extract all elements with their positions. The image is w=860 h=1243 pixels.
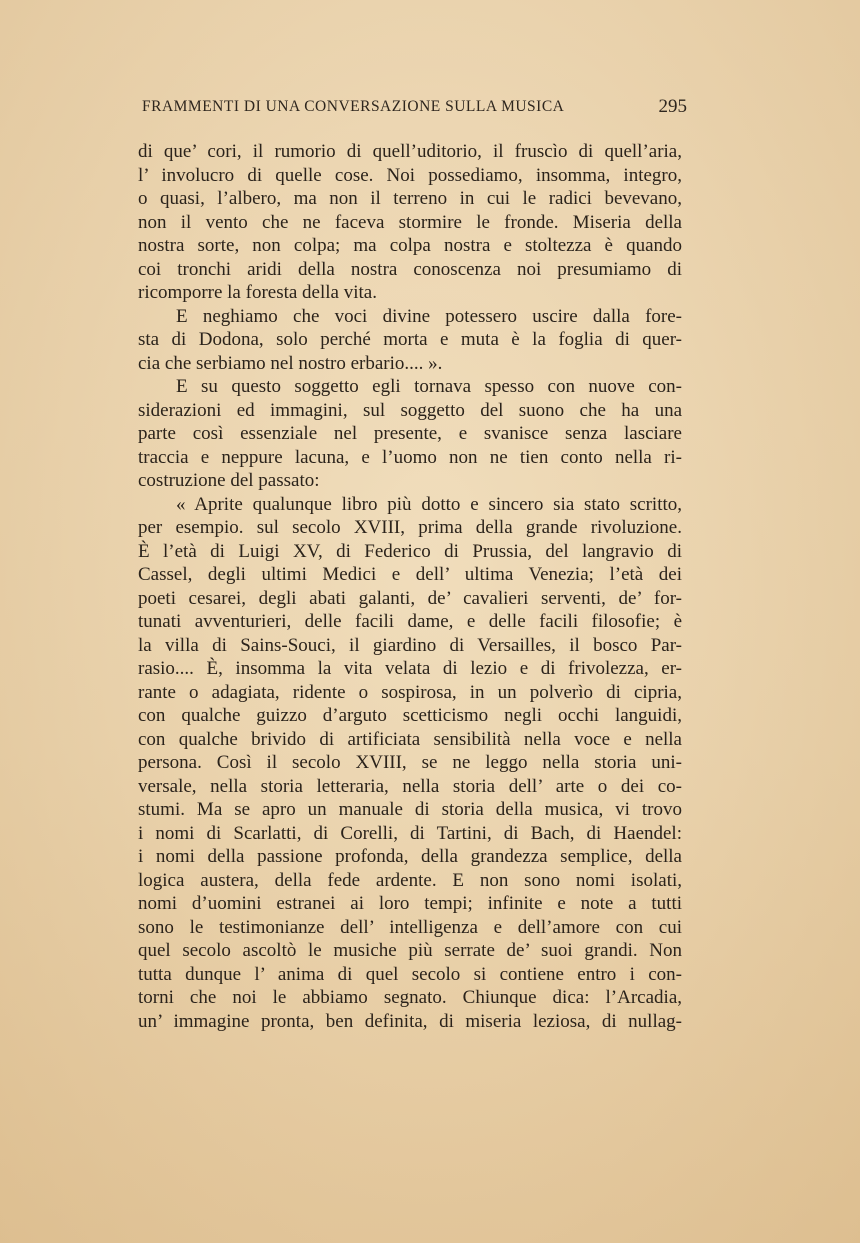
text-line: versale, nella storia letteraria, nella storia dell’ arte o dei co- — [138, 775, 682, 797]
text-line: l’ involucro di quelle cose. Noi possediamo, insomma, integro, — [138, 164, 682, 186]
text-line: È l’età di Luigi XV, di Federico di Prussia, del langravio di — [138, 540, 682, 562]
text-line: quel secolo ascoltò le musiche più serrate de’ suoi grandi. Non — [138, 940, 682, 961]
text-line: traccia e neppure lacuna, e l’uomo non ne tien conto nella ri- — [138, 446, 682, 468]
text-line: « Aprite qualunque libro più dotto e sincero sia stato scritto, — [176, 493, 682, 515]
text-line: E su questo soggetto egli tornava spesso con nuove con- — [176, 376, 682, 397]
text-line: parte così essenziale nel presente, e svanisce senza lasciare — [138, 423, 682, 444]
text-line: sta di Dodona, solo perché morta e muta è la foglia di quer- — [138, 329, 682, 350]
text-line: nomi d’uomini estranei ai loro tempi; infinite e note a tutti — [138, 893, 682, 914]
body-text — [138, 140, 682, 1033]
text-line: i nomi della passione profonda, della grandezza semplice, della — [138, 846, 682, 867]
text-line: logica austera, della fede ardente. E non sono nomi isolati, — [138, 869, 682, 891]
text-line: un’ immagine pronta, ben definita, di miseria leziosa, di nullag- — [138, 1010, 682, 1032]
running-head — [142, 98, 687, 122]
text-line: tutta dunque l’ anima di quel secolo si contiene entro i con- — [138, 963, 682, 985]
text-line: di que’ cori, il rumorio di quell’uditorio, il fruscìo di quell’aria, — [138, 141, 682, 162]
text-line: i nomi di Scarlatti, di Corelli, di Tartini, di Bach, di Haendel: — [138, 822, 682, 844]
text-line: rasio.... È, insomma la vita velata di lezio e di frivolezza, er- — [138, 658, 682, 679]
text-line: per esempio. sul secolo XVIII, prima della grande rivoluzione. — [138, 517, 682, 538]
text-line: con qualche guizzo d’arguto scetticismo negli occhi languidi, — [138, 705, 682, 726]
text-line: coi tronchi aridi della nostra conoscenza noi presumiamo di — [138, 258, 682, 280]
text-line: costruzione del passato: — [138, 470, 320, 491]
text-line: E neghiamo che voci divine potessero uscire dalla fore- — [176, 305, 682, 327]
text-line: siderazioni ed immagini, sul soggetto del suono che ha una — [138, 399, 682, 421]
text-line: nostra sorte, non colpa; ma colpa nostra e stoltezza è quando — [138, 235, 682, 256]
running-title: FRAMMENTI DI UNA CONVERSAZIONE SULLA MUSICA — [142, 98, 565, 115]
text-line: torni che noi le abbiamo segnato. Chiunque dica: l’Arcadia, — [138, 987, 682, 1008]
text-line: rante o adagiata, ridente o sospirosa, in un polverìo di cipria, — [138, 681, 682, 703]
text-line: con qualche brivido di artificiata sensibilità nella voce e nella — [138, 728, 682, 750]
text-line: sono le testimonianze dell’ intelligenza e dell’amore con cui — [138, 916, 682, 938]
text-line: tunati avventurieri, delle facili dame, e delle facili filosofie; è — [138, 611, 682, 632]
text-line: cia che serbiamo nel nostro erbario.... ». — [138, 352, 443, 374]
text-line: ricomporre la foresta della vita. — [138, 282, 377, 303]
text-line: non il vento che ne faceva stormire le fronde. Miseria della — [138, 211, 682, 233]
text-line: la villa di Sains-Souci, il giardino di Versailles, il bosco Par- — [138, 634, 682, 656]
text-line: stumi. Ma se apro un manuale di storia della musica, vi trovo — [138, 799, 682, 820]
page-number: 295 — [658, 96, 687, 117]
text-line: Cassel, degli ultimi Medici e dell’ ultima Venezia; l’età dei — [138, 564, 682, 585]
text-line: persona. Così il secolo XVIII, se ne leggo nella storia uni- — [138, 752, 682, 773]
text-line: poeti cesarei, degli abati galanti, de’ cavalieri serventi, de’ for- — [138, 587, 682, 609]
text-line: o quasi, l’albero, ma non il terreno in cui le radici bevevano, — [138, 188, 682, 209]
